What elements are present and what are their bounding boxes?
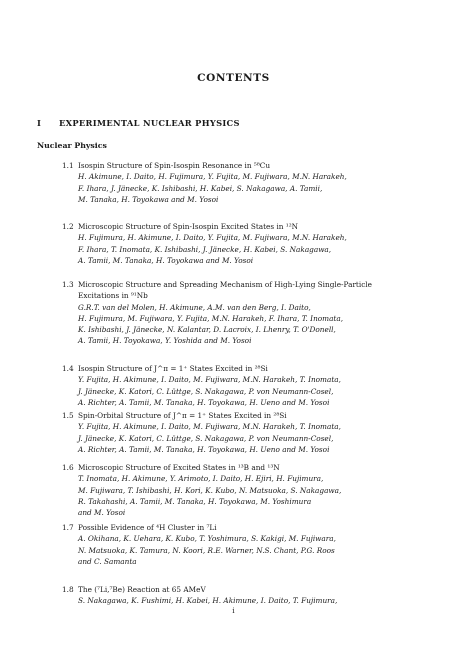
entry-authors	[62, 421, 434, 455]
author-line: K. Ishibashi, J. Jänecke, N. Kalantar, D. Lacroix, I. Lhenry, T. O'Donell,	[78, 325, 336, 335]
entry-authors	[62, 302, 434, 347]
author-line: S. Nakagawa, K. Fushimi, H. Kabei, H. Akimune, I. Daito, T. Fujimura,	[78, 596, 338, 606]
toc-entry[interactable]	[62, 584, 434, 607]
toc-entry[interactable]	[62, 410, 434, 455]
entry-title-line	[62, 584, 434, 595]
entry-title-line	[62, 522, 434, 533]
entry-title: Spin-Orbital Structure of J^π = 1⁺ States Excited in ²⁸Si	[78, 411, 287, 420]
section-number: I	[37, 118, 42, 128]
author-line: M. Tanaka, H. Toyokawa and M. Yosoi	[78, 194, 219, 204]
entry-number: 1.6	[62, 463, 74, 472]
author-line: J. Jänecke, K. Katori, C. Lüttge, S. Nakagawa, P. von Neumann-Cosel,	[78, 386, 334, 396]
author-line: Y. Fujita, H. Akimune, I. Daito, M. Fujiwara, M.N. Harakeh, T. Inomata,	[78, 422, 341, 432]
entry-authors	[62, 232, 434, 266]
entry-number: 1.1	[62, 161, 74, 170]
entry-title-line	[62, 221, 434, 232]
entry-title-line	[62, 290, 434, 301]
author-line: R. Takahashi, A. Tamii, M. Tanaka, H. Toyokawa, M. Yoshimura	[78, 496, 312, 506]
author-line: G.R.T. van del Molen, H. Akimune, A.M. van den Berg, I. Daito,	[78, 302, 311, 312]
toc-entry[interactable]	[62, 363, 434, 408]
author-line: F. Ihara, T. Inomata, K. Ishibashi, J. Jänecke, H. Kabei, S. Nakagawa,	[78, 244, 332, 254]
entry-number: 1.5	[62, 411, 74, 420]
author-line: H. Fujimura, H. Akimune, I. Daito, Y. Fujita, M. Fujiwara, M.N. Harakeh,	[78, 233, 347, 243]
entry-title-line	[62, 462, 434, 473]
author-line: F. Ihara, J. Jänecke, K. Ishibashi, H. Kabei, S. Nakagawa, A. Tamii,	[78, 183, 323, 193]
page-title: CONTENTS	[197, 72, 270, 84]
entry-number: 1.4	[62, 364, 74, 373]
entry-title-line	[62, 160, 434, 171]
entry-number: 1.2	[62, 222, 74, 231]
author-line: J. Jänecke, K. Katori, C. Lüttge, S. Nakagawa, P. von Neumann-Cosel,	[78, 433, 334, 443]
author-line: H. Fujimura, M. Fujiwara, Y. Fujita, M.N. Harakeh, F. Ihara, T. Inomata,	[78, 313, 344, 323]
entry-title: Excitations in ⁹¹Nb	[78, 291, 148, 301]
author-line: A. Tamii, H. Toyokawa, Y. Yoshida and M. Yosoi	[78, 336, 252, 346]
toc-entry[interactable]	[62, 462, 434, 518]
entry-title: Isospin Structure of J^π = 1⁺ States Excited in ²⁸Si	[78, 364, 268, 373]
entry-title-line	[62, 279, 434, 290]
author-line: Y. Fujita, H. Akimune, I. Daito, M. Fujiwara, M.N. Harakeh, T. Inomata,	[78, 375, 341, 385]
entry-authors	[62, 171, 434, 205]
entry-title-line	[62, 363, 434, 374]
entry-authors	[62, 473, 434, 518]
toc-entry[interactable]	[62, 221, 434, 266]
entry-title: The (⁷Li,⁷Be) Reaction at 65 AMeV	[78, 585, 206, 594]
entry-title-line	[62, 410, 434, 421]
author-line: and C. Samanta	[78, 556, 137, 566]
author-line: A. Richter, A. Tamii, M. Tanaka, H. Toyokawa, H. Ueno and M. Yosoi	[78, 444, 330, 454]
entry-title: Isospin Structure of Spin-Isospin Resonance in ⁵⁸Cu	[78, 161, 271, 170]
author-line: N. Matsuoka, K. Tamura, N. Koori, R.E. Warner, N.S. Chant, P.G. Roos	[78, 545, 335, 555]
entry-title: Microscopic Structure of Excited States in ¹³B and ¹³N	[78, 463, 280, 472]
entry-title: Microscopic Structure and Spreading Mechanism of High-Lying Single-Particle	[78, 280, 372, 289]
page-number: i	[232, 606, 235, 615]
author-line: A. Richter, A. Tamii, M. Tanaka, H. Toyokawa, H. Ueno and M. Yosoi	[78, 397, 330, 407]
entry-number: 1.8	[62, 585, 74, 594]
author-line: and M. Yosoi	[78, 508, 126, 518]
entry-title: Possible Evidence of ⁴H Cluster in ⁷Li	[78, 523, 217, 532]
author-line: H. Akimune, I. Daito, H. Fujimura, Y. Fujita, M. Fujiwara, M.N. Harakeh,	[78, 172, 347, 182]
section-title: EXPERIMENTAL NUCLEAR PHYSICS	[59, 118, 240, 128]
author-line: A. Okihana, K. Uehara, K. Kubo, T. Yoshimura, S. Kakigi, M. Fujiwara,	[78, 534, 336, 544]
toc-entry[interactable]	[62, 522, 434, 567]
entry-authors	[62, 533, 434, 567]
entry-title: Microscopic Structure of Spin-Isospin Excited States in ¹²N	[78, 222, 299, 231]
author-line: A. Tamii, M. Tanaka, H. Toyokawa and M. Yosoi	[78, 255, 254, 265]
author-line: T. Inomata, H. Akimune, Y. Arimoto, I. Daito, H. Ejiri, H. Fujimura,	[78, 474, 324, 484]
author-line: M. Fujiwara, T. Ishibashi, H. Kori, K. Kubo, N. Matsuoka, S. Nakagawa,	[78, 485, 342, 495]
subsection-heading: Nuclear Physics	[37, 141, 107, 150]
toc-entry[interactable]	[62, 160, 434, 205]
entry-authors	[62, 595, 434, 606]
entry-number: 1.7	[62, 523, 74, 532]
toc-entry[interactable]	[62, 279, 434, 347]
entry-authors	[62, 374, 434, 408]
entry-number: 1.3	[62, 280, 74, 289]
section-heading	[37, 118, 240, 128]
